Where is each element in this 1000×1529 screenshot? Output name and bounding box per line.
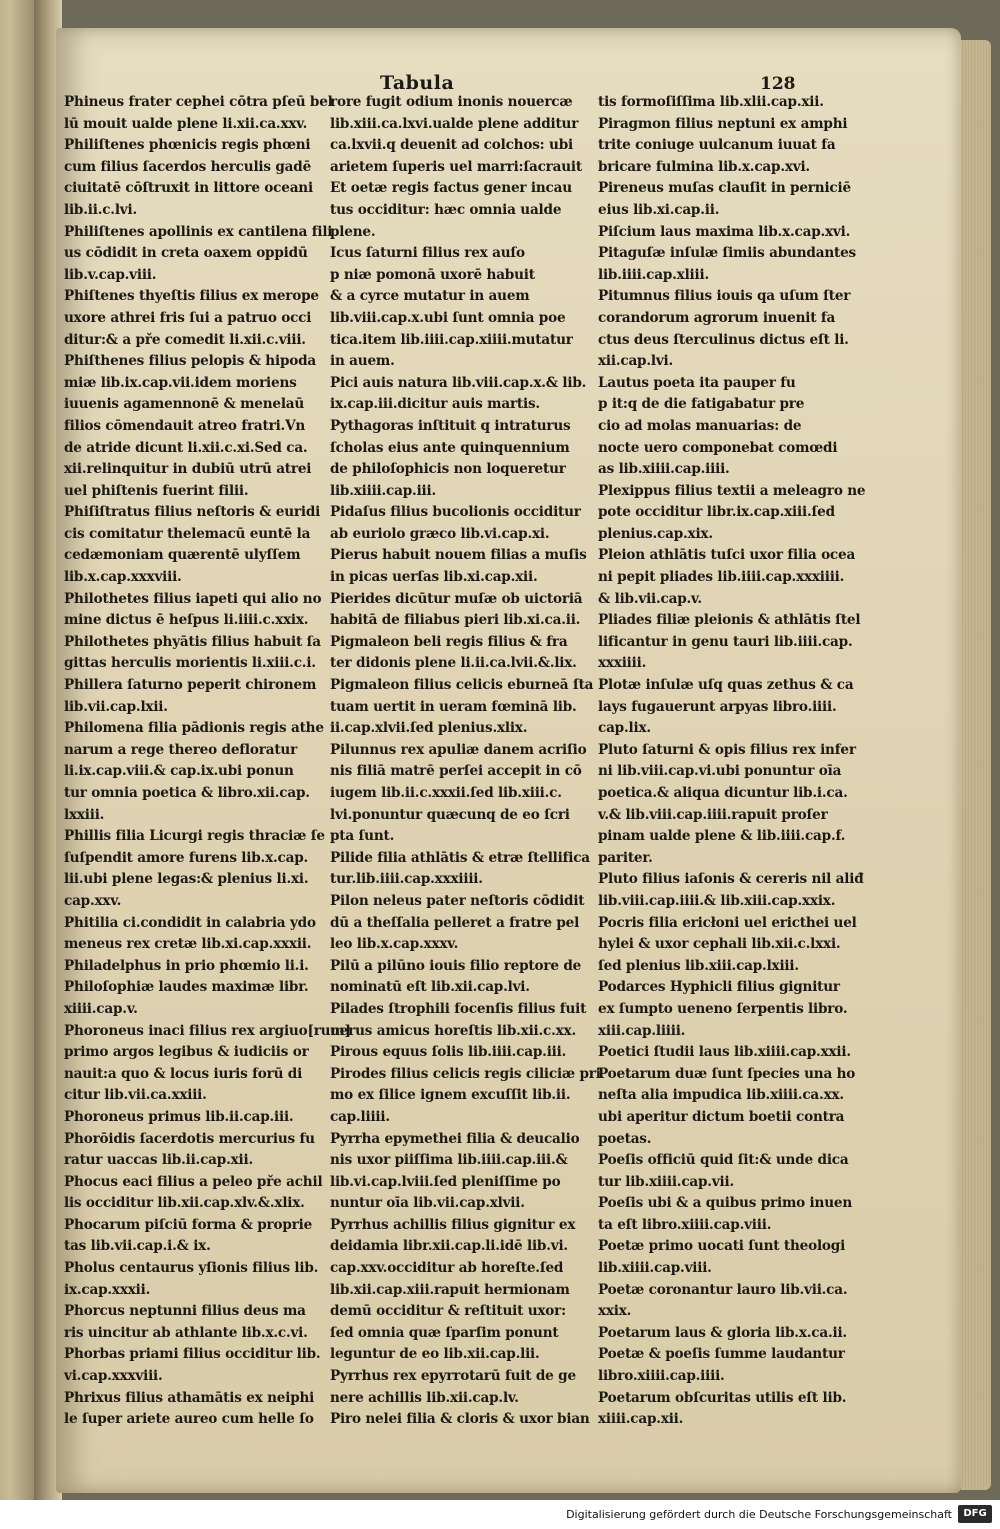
index-line: uxore athrei fris ſui a patruo occi — [64, 309, 312, 326]
index-line: in picas uerſas lib.xi.cap.xii. — [330, 569, 538, 586]
index-line: citur lib.vii.ca.xxiii. — [64, 1087, 207, 1104]
index-line: cis comitatur thelemacū euntē la — [64, 525, 311, 542]
index-line: plenius.cap.xix. — [598, 525, 713, 542]
index-line: ſuſpendit amore furens lib.x.cap. — [64, 849, 309, 866]
index-line: ex ſumpto ueneno ſerpentis libro. — [598, 1000, 848, 1017]
index-line: Pilū a pilūno iouis filio reptore de — [330, 957, 582, 974]
index-line: ditur:& a pře comedit li.xii.c.viii. — [64, 331, 306, 348]
index-line: Poetæ & poeſis ſumme laudantur — [598, 1346, 845, 1363]
index-line: ſcholas eius ante quinquennium — [330, 439, 570, 456]
index-line: libro.xiiii.cap.iiii. — [598, 1368, 725, 1385]
index-line: plene. — [330, 223, 376, 240]
index-line: Pierides dicūtur muſæ ob uictoriā — [330, 590, 583, 607]
index-line: ca.lxvii.q deuenit ad colchos: ubi — [330, 137, 573, 154]
index-line: Pilunnus rex apuliæ danem acriſio — [330, 741, 587, 758]
index-line: hylei & uxor cephali lib.xii.c.lxxi. — [598, 936, 841, 953]
index-line: arietem ſuperis uel marri:ſacrauit — [330, 158, 582, 175]
index-line: ab euriolo græco lib.vi.cap.xi. — [330, 525, 550, 542]
index-line: Philiſtenes apollinis ex cantilena fili — [64, 223, 333, 240]
index-line: ſed omnia quæ ſparſim ponunt — [330, 1324, 559, 1341]
index-line: Pyrrhus achillis filius gignitur ex — [330, 1216, 576, 1233]
index-line: xxix. — [598, 1303, 632, 1320]
index-line: ubi aperitur dictum boetii contra — [598, 1108, 845, 1125]
funding-credit: Digitalisierung gefördert durch die Deutsche Forschungsgemeinschaft — [566, 1508, 952, 1521]
index-column-3 — [598, 92, 866, 1431]
index-line: pta ſunt. — [330, 828, 395, 845]
index-line: Phoroneus inaci filius rex argiuo[rum] — [64, 1022, 351, 1039]
index-line: in auem. — [330, 353, 395, 370]
index-line: iugem lib.ii.c.xxxii.ſed lib.xiii.c. — [330, 785, 562, 801]
index-line: Poeſis ubi & a quibus primo inuen — [598, 1195, 853, 1212]
index-line: Poetarum duæ ſunt ſpecies una ho — [598, 1065, 856, 1082]
index-line: bricare fulmina lib.x.cap.xvi. — [598, 158, 810, 175]
index-line: pinam ualde plene & lib.iiii.cap.f. — [598, 828, 846, 845]
index-line: tur.lib.iiii.cap.xxxiiii. — [330, 871, 483, 888]
index-line: li.ix.cap.viii.& cap.ix.ubi ponun — [64, 763, 294, 780]
index-line: lib.xii.cap.xiii.rapuit hermionam — [330, 1281, 570, 1298]
index-line: Phiſiſtratus filius neſtoris & euridi — [64, 504, 321, 521]
index-line: Plexippus filius textii a meleagro ne — [598, 482, 866, 499]
index-line: Pierus habuit nouem filias a muſis — [330, 547, 587, 564]
index-line: Phiſthenes filius pelopis & hipoda — [64, 353, 317, 370]
index-line: xii.relinquitur in dubiū utrū atrei — [64, 461, 312, 478]
index-line: Poetæ primo uocati ſunt theologi — [598, 1238, 846, 1255]
index-line: cap.xxv.occiditur ab horeſte.ſed — [330, 1260, 564, 1277]
index-column-2 — [330, 92, 601, 1431]
index-line: nocte uero componebat comœdi — [598, 439, 838, 456]
index-line: habitā de filiabus pieri lib.xi.ca.ii. — [330, 612, 581, 629]
index-line: nere achillis lib.xii.cap.lv. — [330, 1389, 519, 1406]
index-line: Pliades filiæ pleionis & athlātis ſtel — [598, 612, 861, 629]
index-line: corandorum agrorum inuenit fa — [598, 309, 836, 326]
index-line: poetica.& aliqua dicuntur lib.i.ca. — [598, 785, 848, 801]
index-line: Pirous equus ſolis lib.iiii.cap.iii. — [330, 1044, 567, 1061]
index-line: Phorōidis ſacerdotis mercurius fu — [64, 1130, 315, 1147]
index-line: Piro nelei filia & cloris & uxor bian — [330, 1411, 590, 1428]
index-line: xiiii.cap.xii. — [598, 1411, 684, 1428]
index-line: ter didonis plene li.ii.ca.lvii.&.lix. — [330, 655, 577, 672]
index-line: Pluto ſaturni & opis filius rex infer — [598, 741, 856, 758]
index-line: lays fugauerunt arpyas libro.iiii. — [598, 698, 837, 715]
index-line: Pilon neleus pater neſtoris cōdidit — [330, 892, 585, 909]
index-line: tus occiditur: hæc omnia ualde — [330, 201, 562, 218]
index-line: Phorbas priami filius occiditur lib. — [64, 1346, 321, 1363]
index-line: Pici auis natura lib.viii.cap.x.& lib. — [330, 374, 587, 391]
index-line: dū a theſſalia pelleret a fratre pel — [330, 914, 580, 931]
index-line: meneus rex cretæ lib.xi.cap.xxxii. — [64, 936, 312, 953]
index-line: cedæmoniam quærentē ulyſſem — [64, 547, 301, 564]
index-line: lvi.ponuntur quæcunq de eo ſcri — [330, 806, 570, 823]
index-line: Pluto filius iaſonis & cereris nil aliđ — [598, 871, 864, 888]
index-line: Pirodes filius celicis regis ciliciæ pri — [330, 1065, 601, 1082]
index-line: ix.cap.xxxii. — [64, 1281, 151, 1298]
index-line: lib.viii.cap.iiii.& lib.xiii.cap.xxix. — [598, 892, 836, 909]
index-line: Phillis filia Licurgi regis thraciæ ſe — [64, 828, 325, 845]
index-line: Pidaſus filius bucolionis occiditur — [330, 504, 581, 521]
index-line: Philothetes filius iapeti qui alio no — [64, 590, 322, 607]
index-line: Philadelphus in prio phœmio li.i. — [64, 957, 309, 974]
index-line: xii.cap.lvi. — [598, 353, 674, 370]
index-line: lib.vii.cap.lxii. — [64, 698, 168, 715]
index-line: Pleion athlātis tuſci uxor filia ocea — [598, 547, 856, 564]
index-line: tica.item lib.iiii.cap.xiiii.mutatur — [330, 331, 573, 348]
index-line: Pythagoras inſtituit q intraturus — [330, 417, 571, 434]
index-line: lib.xiiii.cap.iii. — [330, 482, 437, 499]
index-line: primo argos legibus & iudiciis or — [64, 1044, 309, 1061]
index-line: tuam uertit in ueram fœminā lib. — [330, 698, 577, 715]
index-line: tur lib.xiiii.cap.vii. — [598, 1173, 734, 1190]
index-line: lib.v.cap.viii. — [64, 266, 157, 283]
index-line: Phocarum piſciū forma & proprie — [64, 1216, 313, 1233]
index-line: gittas herculis morientis li.xiii.c.i. — [64, 655, 316, 672]
index-line: lib.xiii.ca.lxvi.ualde plene additur — [330, 115, 579, 132]
index-line: p niæ pomonā uxorē habuit — [330, 266, 535, 283]
index-line: Et oetæ regis factus gener incau — [330, 180, 572, 197]
index-line: p it:q de die fatigabatur pre — [598, 396, 805, 413]
index-line: iuuenis agamennonē & menelaū — [64, 396, 305, 413]
index-line: pote occiditur libr.ix.cap.xiii.ſed — [598, 504, 835, 521]
index-line: xiii.cap.liiii. — [598, 1022, 686, 1039]
index-line: ſed plenius lib.xiii.cap.lxiii. — [598, 957, 799, 974]
index-line: tas lib.vii.cap.i.& ix. — [64, 1238, 211, 1255]
index-line: Pigmaleon filius celicis eburneā ſta — [330, 677, 594, 694]
index-line: Philiſtenes phœnicis regis phœni — [64, 137, 311, 154]
index-line: Pitumnus filius iouis qa uſum ſter — [598, 288, 851, 305]
index-column-1 — [64, 92, 351, 1431]
index-line: leo lib.x.cap.xxxv. — [330, 936, 459, 953]
index-line: ni pepit pliades lib.iiii.cap.xxxiiii. — [598, 569, 845, 586]
index-line: tis formoſiſſima lib.xlii.cap.xii. — [598, 94, 824, 110]
index-line: lib.xiiii.cap.viii. — [598, 1260, 712, 1277]
index-line: Piſcium laus maxima lib.x.cap.xvi. — [598, 223, 851, 240]
index-line: cap.xxv. — [64, 892, 122, 909]
index-line: xxxiiii. — [598, 655, 647, 672]
index-line: ratur uaccas lib.ii.cap.xii. — [64, 1152, 253, 1169]
index-line: ix.cap.iii.dicitur auis martis. — [330, 396, 540, 413]
index-line: Phiſtenes thyeſtis filius ex merope — [64, 288, 319, 305]
index-line: nauit:a quo & locus iuris forū di — [64, 1065, 303, 1082]
index-line: de philoſophicis non loqueretur — [330, 461, 566, 478]
index-line: Poetarum laus & gloria lib.x.ca.ii. — [598, 1324, 847, 1341]
index-line: mo ex ſilice ignem excuſſit lib.ii. — [330, 1087, 571, 1104]
index-line: ii.cap.xlvii.ſed plenius.xlix. — [330, 720, 528, 737]
index-line: tur omnia poetica & libro.xii.cap. — [64, 785, 310, 801]
index-line: de atride dicunt li.xii.c.xi.Sed ca. — [64, 439, 308, 456]
index-line: mine dictus ē heſpus li.iiii.c.xxix. — [64, 612, 309, 629]
index-line: poetas. — [598, 1130, 652, 1147]
index-line: lib.x.cap.xxxviii. — [64, 569, 182, 586]
index-line: & a cyrce mutatur in auem — [330, 288, 530, 305]
index-line: narum a rege thereo defloratur — [64, 741, 298, 758]
index-line: eius lib.xi.cap.ii. — [598, 201, 720, 218]
index-line: le ſuper ariete aureo cum helle ſo — [64, 1411, 314, 1428]
index-line: cum filius ſacerdos herculis gadē — [64, 158, 312, 175]
dfg-logo-icon: DFG — [958, 1505, 992, 1523]
index-line: Pigmaleon beli regis filius & fra — [330, 633, 568, 650]
index-line: Philothetes phyātis filius habuit ſa — [64, 633, 321, 650]
index-line: v.& lib.viii.cap.iiii.rapuit proſer — [598, 806, 828, 823]
index-line: Phoroneus primus lib.ii.cap.iii. — [64, 1108, 294, 1125]
index-line: cap.lix. — [598, 720, 651, 737]
index-line: Icus ſaturni filius rex auſo — [330, 245, 525, 262]
index-line: Philomena filia pādionis regis athe — [64, 720, 324, 737]
index-line: Piragmon filius neptuni ex amphi — [598, 115, 848, 132]
index-line: ni lib.viii.cap.vi.ubi ponuntur oīa — [598, 763, 842, 780]
index-line: Philoſophiæ laudes maximæ libr. — [64, 979, 309, 996]
index-line: deidamia libr.xii.cap.li.idē lib.vi. — [330, 1238, 568, 1255]
index-line: ris uincitur ab athlante lib.x.c.vi. — [64, 1324, 308, 1341]
index-line: ciuitatē cōſtruxit in littore oceani — [64, 180, 313, 197]
index-line: lib.iiii.cap.xliii. — [598, 266, 709, 283]
index-line: trite coniuge uulcanum iuuat fa — [598, 137, 836, 154]
index-line: lii.ubi plene legas:& plenius li.xi. — [64, 871, 309, 888]
index-line: Lautus poeta ita pauper fu — [598, 374, 796, 391]
index-line: Poetarum obſcuritas utilis eſt lib. — [598, 1389, 847, 1406]
index-line: ta eſt libro.xiiii.cap.viii. — [598, 1216, 772, 1233]
index-line: lib.ii.c.lvi. — [64, 201, 137, 218]
index-line: Phillera ſaturno peperit chironem — [64, 677, 317, 694]
index-line: cio ad molas manuarias: de — [598, 417, 802, 434]
index-line: Pocris filia ericłoni uel ericthei uel — [598, 914, 857, 931]
index-line: nis filiā matrē perſei accepit in cō — [330, 763, 582, 780]
digitization-footer — [0, 1500, 1000, 1529]
index-line: cap.liiii. — [330, 1108, 390, 1125]
index-line: Pilades ſtrophili focenſis filius fuit — [330, 1000, 587, 1017]
page-number: 128 — [760, 74, 796, 94]
index-line: Poetici ſtudii laus lib.xiiii.cap.xxii. — [598, 1044, 851, 1061]
index-line: Phitilia ci.condidit in calabria ydo — [64, 914, 316, 931]
index-line: & lib.vii.cap.v. — [598, 590, 702, 607]
index-line: lis occiditur lib.xii.cap.xlv.&.xlix. — [64, 1195, 305, 1212]
page-fore-edge — [961, 40, 991, 1490]
index-line: rore fugit odium inonis nouercæ — [330, 94, 573, 110]
index-line: filios cōmendauit atreo fratri.Vn — [64, 417, 306, 434]
index-line: Poetæ coronantur lauro lib.vii.ca. — [598, 1281, 848, 1298]
index-line: Pitaguſæ inſulæ ſimiis abundantes — [598, 245, 856, 262]
index-line: nis uxor piiſſima lib.iiii.cap.iii.& — [330, 1152, 568, 1169]
index-line: lū mouit ualde plene li.xii.ca.xxv. — [64, 115, 308, 132]
index-line: Phocus eaci filius a peleo pře achil — [64, 1173, 323, 1190]
index-line: leguntur de eo lib.xii.cap.lii. — [330, 1346, 540, 1363]
index-line: xiiii.cap.v. — [64, 1000, 138, 1017]
index-line: ctus deus ſterculinus dictus eſt li. — [598, 331, 849, 348]
index-line: Poeſis officiū quid ſit:& unde dica — [598, 1152, 849, 1169]
index-line: lxxiii. — [64, 806, 105, 823]
index-line: as lib.xiiii.cap.iiii. — [598, 461, 730, 478]
index-line: lificantur in genu tauri lib.iiii.cap. — [598, 633, 853, 650]
index-line: lib.viii.cap.x.ubi ſunt omnia poe — [330, 309, 566, 326]
index-line: Phineus frater cephei cōtra pſeū bel — [64, 94, 333, 110]
index-line: us cōdidit in creta oaxem oppidū — [64, 245, 308, 262]
index-line: uel phiſtenis fuerint filii. — [64, 482, 249, 499]
index-line: pariter. — [598, 849, 653, 866]
index-line: demū occiditur & reſtituit uxor: — [330, 1303, 566, 1320]
index-line: uerus amicus horeſtis lib.xii.c.xx. — [330, 1022, 576, 1039]
index-line: lib.vi.cap.lviii.ſed pleniſſime po — [330, 1173, 561, 1190]
index-line: miæ lib.ix.cap.vii.idem moriens — [64, 374, 297, 391]
index-line: nominatū eſt lib.xii.cap.lvi. — [330, 979, 530, 996]
index-line: Phorcus neptunni filius deus ma — [64, 1303, 306, 1320]
index-line: Pyrrhus rex epyrrotarū fuit de ge — [330, 1368, 576, 1385]
index-line: nuntur oīa lib.vii.cap.xlvii. — [330, 1195, 525, 1212]
index-line: Podarces Hyphicli filius gignitur — [598, 979, 840, 996]
index-line: Pilide filia athlātis & etræ ſtellifica — [330, 849, 590, 866]
index-line: Plotæ inſulæ uſq quas zethus & ca — [598, 677, 854, 694]
running-title: Tabula — [380, 72, 455, 94]
index-line: vi.cap.xxxviii. — [64, 1368, 163, 1385]
index-line: Pholus centaurus yſionis filius lib. — [64, 1260, 319, 1277]
index-line: neſta alia impudica lib.xiiii.ca.xx. — [598, 1087, 844, 1104]
index-line: Phrixus filius athamātis ex neiphi — [64, 1389, 315, 1406]
index-line: Pyrrha epymethei filia & deucalio — [330, 1130, 580, 1147]
index-line: Pireneus muſas clauſit in perniciē — [598, 180, 851, 197]
